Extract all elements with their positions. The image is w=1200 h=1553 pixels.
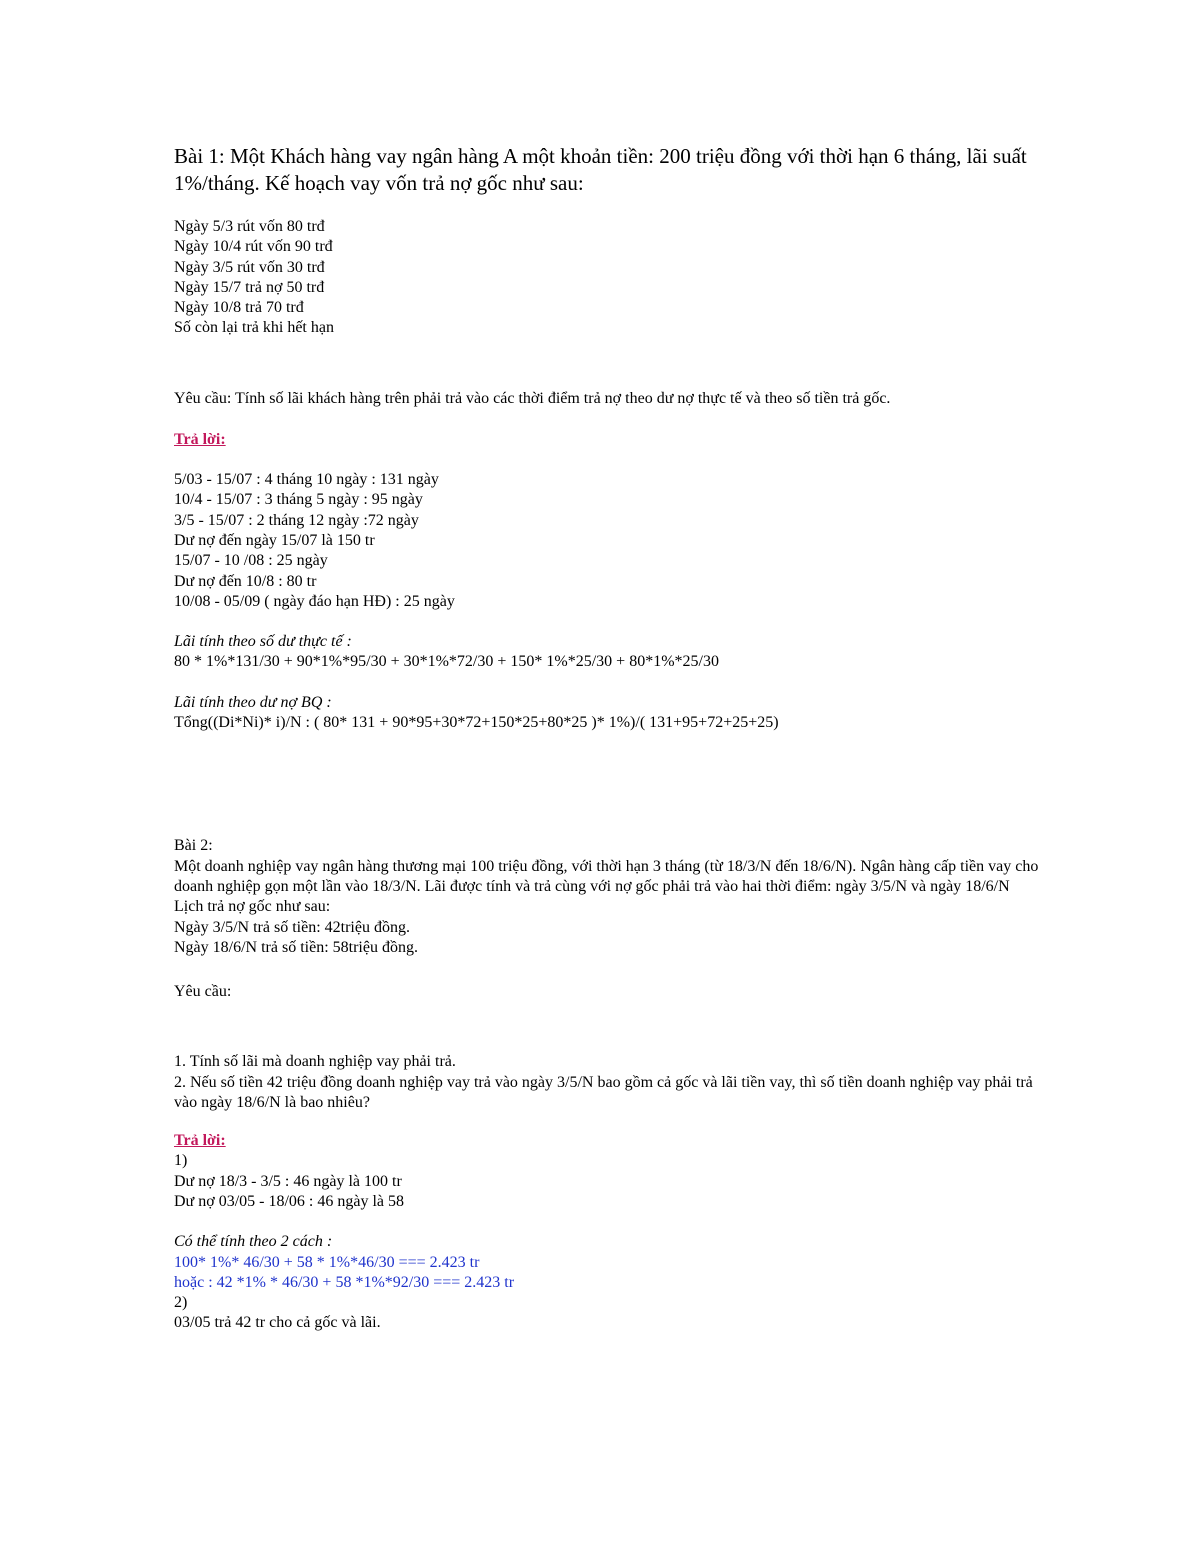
bai2-schedule-label: Lịch trả nợ gốc như sau: (174, 898, 331, 916)
bai1-schedule-line: Ngày 10/4 rút vốn 90 trđ (174, 238, 333, 256)
bai2-part-1: 1) (174, 1152, 188, 1170)
bai2-debt-line: Dư nợ 03/05 - 18/06 : 46 ngày là 58 (174, 1192, 404, 1210)
bai1-requirement: Yêu cầu: Tính số lãi khách hàng trên phải trả vào các thời điểm trả nợ theo dư nợ thực tế và theo số tiền trả gốc. (174, 389, 891, 407)
bai1-schedule-line: Ngày 5/3 rút vốn 80 trđ (174, 218, 325, 235)
bai2-paragraph: Một doanh nghiệp vay ngân hàng thương mại 100 triệu đồng, với thời hạn 3 tháng (từ 18/3/N đến 18/6/N). Ngân hàng cấp tiền vay cho doanh nghiệp gọn một lần vào 18/3/N. Lãi được tính và trả cùng với nợ gốc phải trả vào hai thời điểm: ngày 3/5/N và ngày 18/6/N (174, 857, 1039, 895)
bai2-part-2-text: 03/05 trả 42 tr cho cả gốc và lãi. (174, 1314, 381, 1332)
bai1-schedule-line: Số còn lại trả khi hết hạn (174, 319, 334, 337)
bai1-answer-lines (174, 470, 1054, 612)
bai2-schedule-line: Ngày 18/6/N trả số tiền: 58triệu đồng. (174, 938, 418, 956)
bai1-schedule-line: Ngày 3/5 rút vốn 30 trđ (174, 258, 325, 276)
bai1-schedule (174, 217, 1054, 339)
bai2-schedule-line: Ngày 3/5/N trả số tiền: 42triệu đồng. (174, 918, 410, 936)
bai1-answer-line: 10/08 - 05/09 ( ngày đáo hạn HĐ) : 25 ngày (174, 592, 455, 610)
bai1-avg-label: Lãi tính theo dư nợ BQ : (174, 693, 332, 711)
bai2-method-1: 100* 1%* 46/30 + 58 * 1%*46/30 === 2.423 tr (174, 1253, 480, 1271)
bai1-answer-line: 3/5 - 15/07 : 2 tháng 12 ngày :72 ngày (174, 511, 419, 529)
bai1-title: Bài 1: Một Khách hàng vay ngân hàng A một khoản tiền: 200 triệu đồng với thời hạn 6 tháng, lãi suất 1%/tháng. Kế hoạch vay vốn trả nợ gốc như sau: (174, 144, 1027, 195)
bai1-answer-line: 10/4 - 15/07 : 3 tháng 5 ngày : 95 ngày (174, 491, 423, 509)
bai2-requirement-label: Yêu cầu: (174, 983, 232, 1001)
bai1-answer-label: Trả lời: (174, 431, 226, 449)
bai2-debt-line: Dư nợ 18/3 - 3/5 : 46 ngày là 100 tr (174, 1172, 402, 1190)
bai2-question-2: 2. Nếu số tiền 42 triệu đồng doanh nghiệp vay trả vào ngày 3/5/N bao gồm cả gốc và lãi tiền vay, thì số tiền doanh nghiệp vay phải trả vào ngày 18/6/N là bao nhiêu? (174, 1073, 1033, 1112)
bai2-question-1: 1. Tính số lãi mà doanh nghiệp vay phải trả. (174, 1053, 456, 1071)
document-page (174, 143, 1054, 1334)
bai2-methods-label: Có thể tính theo 2 cách : (174, 1233, 333, 1251)
bai1-answer-line: 15/07 - 10 /08 : 25 ngày (174, 552, 328, 570)
bai1-answer-line: 5/03 - 15/07 : 4 tháng 10 ngày : 131 ngày (174, 471, 439, 489)
bai2-part-2: 2) (174, 1294, 188, 1312)
bai1-answer-line: Dư nợ đến 10/8 : 80 tr (174, 572, 317, 590)
bai2-answer-label: Trả lời: (174, 1132, 226, 1150)
bai1-schedule-line: Ngày 10/8 trả 70 trđ (174, 299, 304, 317)
bai1-schedule-line: Ngày 15/7 trả nợ 50 trđ (174, 278, 325, 296)
bai2-title: Bài 2: (174, 837, 213, 855)
bai2-method-2: hoặc : 42 *1% * 46/30 + 58 *1%*92/30 === 2.423 tr (174, 1273, 515, 1291)
bai1-actual-label: Lãi tính theo số dư thực tế : (174, 633, 352, 651)
bai1-answer-line: Dư nợ đến ngày 15/07 là 150 tr (174, 531, 375, 549)
bai1-actual-formula: 80 * 1%*131/30 + 90*1%*95/30 + 30*1%*72/30 + 150* 1%*25/30 + 80*1%*25/30 (174, 653, 719, 671)
bai1-avg-formula: Tổng((Di*Ni)* i)/N : ( 80* 131 + 90*95+30*72+150*25+80*25 )* 1%)/( 131+95+72+25+25) (174, 714, 779, 732)
